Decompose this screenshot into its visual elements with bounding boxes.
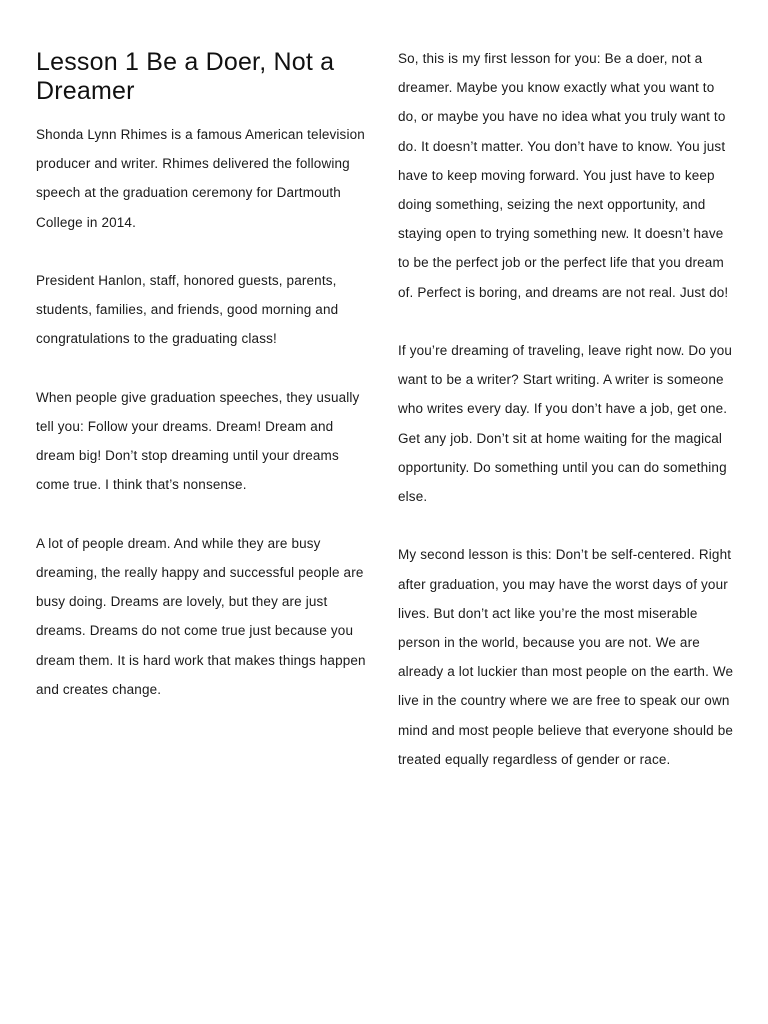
second-lesson-paragraph: My second lesson is this: Don’t be self-centered. Right after graduation, you may have the worst days of your lives. But don’t act like you’re the most miserable person in the world, because you are not. We are already a lot luckier than most people on the earth. We live in the country where we are free to speak our own mind and most people believe that everyone should be treated equally regardless of gender or race. — [398, 547, 734, 767]
greeting-paragraph: President Hanlon, staff, honored guests, parents, students, families, and friends, good morning and congratulations to the graduating class! — [36, 273, 339, 347]
people-dream-paragraph: A lot of people dream. And while they are busy dreaming, the really happy and successful people are busy doing. Dreams are lovely, but they are just dreams. Dreams do not come true just because you dream them. It is hard work that makes things happen and creates change. — [36, 535, 366, 697]
follow-dreams-paragraph: When people give graduation speeches, they usually tell you: Follow your dreams. Dream! Dream and dream big! Don’t stop dreaming until your dreams come true. I think that’s nonsense. — [36, 389, 360, 493]
left-column — [36, 0, 372, 704]
traveling-paragraph: If you’re dreaming of traveling, leave right now. Do you want to be a writer? Start writing. A writer is someone who writes every day. If you don’t have a job, get one. Get any job. Don’t sit at home waiting for the magical opportunity. Do something until you can do something else. — [398, 343, 733, 505]
right-column — [398, 0, 736, 774]
lesson-title: Lesson 1 Be a Doer, Not a Dreamer — [36, 48, 335, 105]
first-lesson-paragraph: So, this is my first lesson for you: Be a doer, not a dreamer. Maybe you know exactly what you want to do, or maybe you have no idea what you truly want to do. It doesn’t matter. You don’t have to know. You just have to keep moving forward. You just have to keep doing something, seizing the next opportunity, and staying open to trying something new. It doesn’t have to be the perfect job or the perfect life that you dream of. Perfect is boring, and dreams are not real. Just do! — [398, 51, 729, 300]
intro-paragraph: Shonda Lynn Rhimes is a famous American television producer and writer. Rhimes delivered the following speech at the graduation ceremony for Dartmouth College in 2014. — [36, 127, 365, 230]
